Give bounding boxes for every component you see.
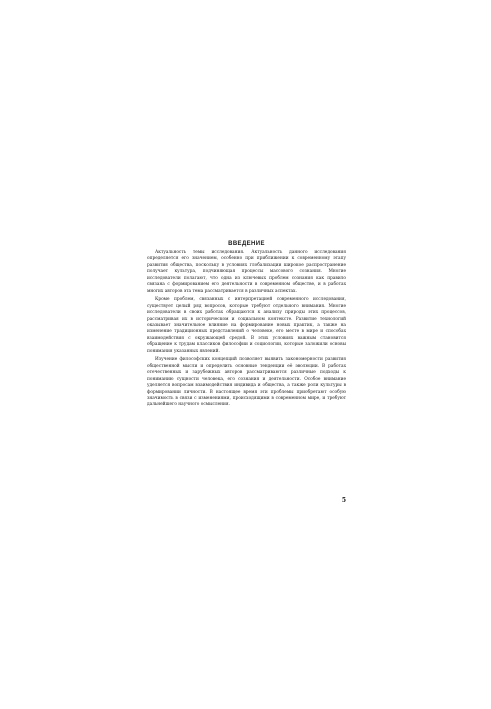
body-paragraph-3: Изучение философских концепций позволяет выявить закономерности развития общественной мысли и определить основные тенденции её эволюции. В работах отечественных и зарубежных авторов рассматриваются различные подходы к пониманию сущности человека, его сознания и деятельности. Особое внимание уделяется вопросам взаимодействия индивида и общества, а также роли культуры в формировании личности. В настоящее время эти проблемы приобретают особую значимость в связи с изменениями, происходящими в современном мире, и требуют дальнейшего научного осмысления. bbox=[147, 357, 346, 408]
body-paragraph-2: Кроме проблем, связанных с интерпретацией современного исследования, существует целый ряд вопросов, которые требуют отдельного внимания. Многие исследователи в своих работах обращаются к анализу природы этих процессов, рассматривая их в историческом и социальном контексте. Развитие технологий оказывает значительное влияние на формирование новых практик, а также на изменение традиционных представлений о человеке, его месте в мире и способах взаимодействия с окружающей средой. В этих условиях важным становится обращение к трудам классиков философии и социологии, которые заложили основы понимания указанных явлений. bbox=[147, 297, 346, 354]
page-number: 5 bbox=[341, 497, 346, 504]
body-paragraph-1: Актуальность темы исследования. Актуальность данного исследования определяется его значением, особенно при приближении к современному этапу развития общества, поскольку в условиях глобализации широкое распространение получает культура, подчиняющая процессы массового сознания. Многие исследователи полагают, что одна из ключевых проблем сознания как правило связана с формированием его деятельности в современном обществе, и в работах многих авторов эта тема рассматривается в различных аспектах. bbox=[147, 250, 346, 294]
document-page bbox=[147, 240, 346, 411]
section-heading: ВВЕДЕНИЕ bbox=[228, 241, 265, 247]
